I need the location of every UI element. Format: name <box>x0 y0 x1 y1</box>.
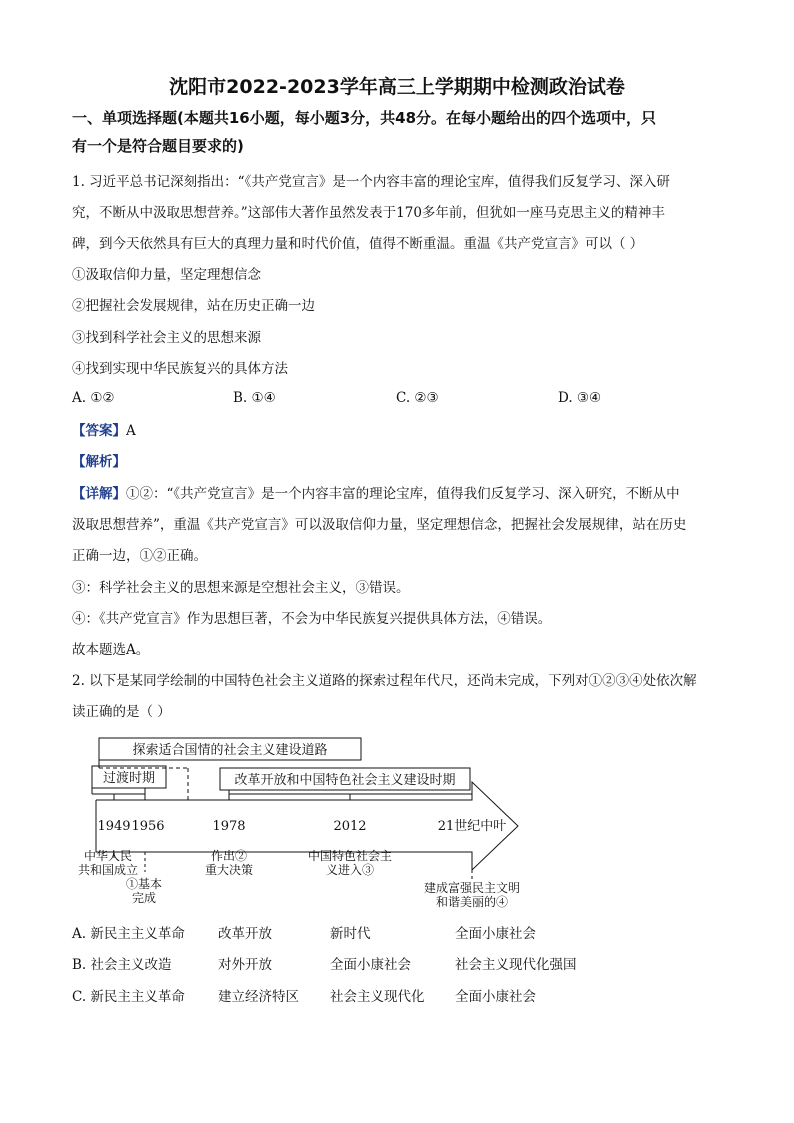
label-end-line2: 和谐美丽的④ <box>435 895 509 909</box>
reform-box-label: 改革开放和中国特色社会主义建设时期 <box>234 773 456 788</box>
page-title: 沈阳市2022-2023学年高三上学期期中检测政治试卷 <box>169 76 625 98</box>
q1-option-b: B. ①④ <box>233 390 276 406</box>
q2-option-a-c4: 全面小康社会 <box>455 926 536 942</box>
label-1978-line2: 重大决策 <box>204 863 254 877</box>
label-1978-line1: 作出② <box>210 849 248 863</box>
timeline-diagram <box>72 730 542 912</box>
label-end-line1: 建成富强民主文明 <box>423 881 521 895</box>
q2-option-c-c1: C. 新民主主义革命 <box>72 989 185 1005</box>
label-1949-line2: 共和国成立 <box>77 863 139 877</box>
q1-answer-line <box>72 421 722 441</box>
q1-option-c: C. ②③ <box>396 390 439 406</box>
q2-option-b-c3: 全面小康社会 <box>330 957 411 973</box>
q1-analysis-line <box>72 452 722 472</box>
top-box-label: 探索适合国情的社会主义建设道路 <box>132 743 328 758</box>
year-1978: 1978 <box>212 819 246 834</box>
label-1956-line2: 完成 <box>131 891 157 905</box>
detail-tag: 【详解】 <box>72 486 126 502</box>
transition-box-label: 过渡时期 <box>102 771 156 786</box>
analysis-tag: 【解析】 <box>72 454 126 470</box>
answer-value: A <box>126 423 136 439</box>
answer-tag: 【答案】 <box>72 423 126 439</box>
label-1956-line1: ①基本 <box>125 877 163 891</box>
q1-detail-line1 <box>72 484 722 504</box>
q2-option-a-c1: A. 新民主主义革命 <box>72 926 185 942</box>
q1-detail-line3: 正确一边，①②正确。 <box>72 548 207 564</box>
q2-option-a-c3: 新时代 <box>330 926 371 942</box>
q1-detail-line6: 故本题选A。 <box>72 642 150 658</box>
year-1949: 1949 <box>97 819 131 834</box>
q2-option-c-c4: 全面小康社会 <box>455 989 536 1005</box>
q1-stem-line3: 碑，到今天依然具有巨大的真理力量和时代价值，值得不断重温。重温《共产党宣言》可以（ ） <box>72 236 644 252</box>
q2-option-c-c2: 建立经济特区 <box>218 989 299 1005</box>
section-heading-line2: 有一个是符合题目要求的) <box>72 137 244 155</box>
q1-option-a: A. ①② <box>72 390 115 406</box>
q1-item-4: ④找到实现中华民族复兴的具体方法 <box>72 361 288 377</box>
q1-item-2: ②把握社会发展规律，站在历史正确一边 <box>72 298 315 314</box>
q1-item-3: ③找到科学社会主义的思想来源 <box>72 330 261 346</box>
q2-option-b-c2: 对外开放 <box>218 957 272 973</box>
year-1956: 1956 <box>131 819 165 834</box>
label-2012-line1: 中国特色社会主 <box>307 849 393 863</box>
year-2012: 2012 <box>333 819 367 834</box>
q2-option-c-c3: 社会主义现代化 <box>330 989 425 1005</box>
label-2012-line2: 义进入③ <box>325 863 375 877</box>
q1-detail-line5: ④：《共产党宣言》作为思想巨著，不会为中华民族复兴提供具体方法，④错误。 <box>72 611 552 627</box>
q1-stem-line1: 1. 习近平总书记深刻指出：“《共产党宣言》是一个内容丰富的理论宝库，值得我们反复学习、深入研 <box>72 174 670 190</box>
q1-item-1: ①汲取信仰力量，坚定理想信念 <box>72 267 261 283</box>
q1-stem-line2: 究，不断从中汲取思想营养。”这部伟大著作虽然发表于170多年前，但犹如一座马克思主义的精神丰 <box>72 205 665 221</box>
q1-option-d: D. ③④ <box>558 390 602 406</box>
q2-stem-line1: 2. 以下是某同学绘制的中国特色社会主义道路的探索过程年代尺，还尚未完成，下列对①②③④处依次解 <box>72 673 697 689</box>
detail-text-1: ①②：“《共产党宣言》是一个内容丰富的理论宝库，值得我们反复学习、深入研究，不断从中 <box>126 486 680 502</box>
q2-option-b-c1: B. 社会主义改造 <box>72 957 172 973</box>
q1-detail-line4: ③：科学社会主义的思想来源是空想社会主义，③错误。 <box>72 580 410 596</box>
year-mid-century: 21世纪中叶 <box>437 819 507 834</box>
q2-stem-line2: 读正确的是（ ） <box>72 704 171 720</box>
q2-option-a-c2: 改革开放 <box>218 926 272 942</box>
q2-option-b-c4: 社会主义现代化强国 <box>455 957 577 973</box>
section-heading-line1: 一、单项选择题(本题共16小题，每小题3分，共48分。在每小题给出的四个选项中，只 <box>72 109 657 127</box>
label-1949-line1: 中华人民 <box>83 849 133 863</box>
q1-detail-line2: 汲取思想营养”，重温《共产党宣言》可以汲取信仰力量，坚定理想信念，把握社会发展规律，站在历史 <box>72 517 687 533</box>
